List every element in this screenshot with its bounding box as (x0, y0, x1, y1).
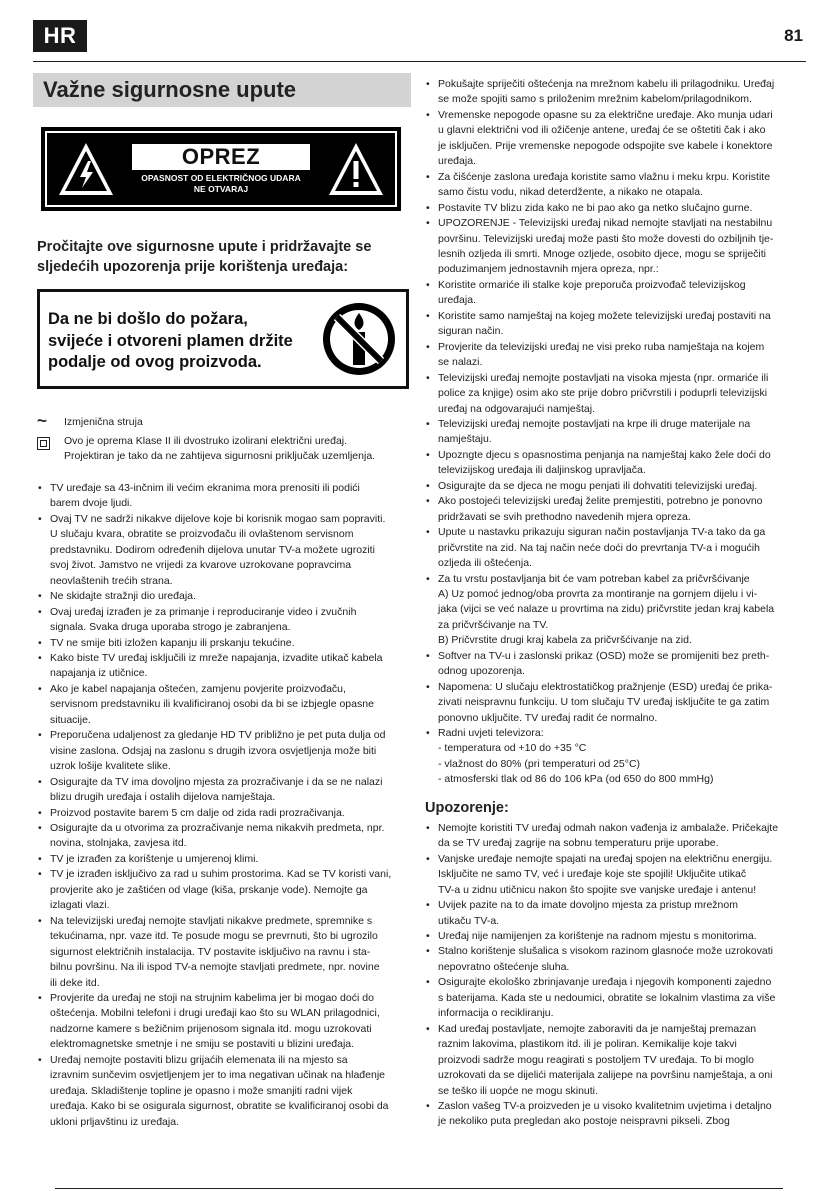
symbol-description (64, 415, 143, 430)
list-item (425, 494, 803, 525)
lead-text-line: Pročitajte ove sigurnosne upute i pridržavajte se (37, 239, 372, 255)
list-item-line: • Provjerite da televizijski uređaj ne visi preko ruba namještaja na kojem (438, 340, 765, 353)
list-item-line: • Uvijek pazite na to da imate dovoljno mjesta za pristup mrežnom (438, 899, 738, 912)
symbol-text-line: Izmjenična struja (64, 416, 143, 428)
lead-text-line: sljedećih upozorenja prije korištenja uređaja: (37, 259, 349, 275)
list-item (425, 309, 803, 340)
symbol-description (64, 434, 375, 464)
list-item-line: police za knjige) osim ako ste prije dobro pričvrstili i poduprli televizijski (438, 387, 768, 400)
list-item-line: • Ne skidajte stražnji dio uređaja. (50, 590, 196, 603)
list-item (425, 1022, 803, 1099)
list-item-line: • Upute u nastavku prikazuju siguran način postavljanja TV-a tako da ga (438, 526, 766, 539)
list-item-line: neovlaštenih trećih strana. (50, 574, 173, 587)
list-item-line: tekućinama, npr. vaze itd. Te posude mogu se prevrnuti, što bi ugrozilo (50, 930, 378, 943)
list-item-line: servisnom predstavniku ili kvalificiranoj osobi da bi se izbjegle opasne (50, 698, 374, 711)
fire-warning-text (48, 309, 318, 374)
class-ii-symbol-cell (37, 434, 64, 464)
caution-text-block (132, 144, 310, 195)
list-item-line: • TV ne smije biti izložen kapanju ili prskanju tekućine. (50, 636, 295, 649)
list-item (425, 278, 803, 309)
list-item (425, 680, 803, 726)
list-item-line: • Napomena: U slučaju elektrostatičkog pražnjenje (ESD) uređaj će prika- (438, 680, 773, 693)
list-item (37, 991, 409, 1053)
symbol-text-line: Ovo je oprema Klase II ili dvostruko izolirani električni uređaj. (64, 435, 348, 447)
list-item (425, 929, 803, 944)
list-item (37, 806, 409, 821)
list-item-line: raznim lakovima, plastikom itd. ili je poliran. Kemikalije koje takvi (438, 1038, 737, 1051)
list-item (37, 589, 409, 604)
caution-label (41, 127, 401, 211)
list-item-line: sigurnost električnih instalacija. TV postavite isključivo na ravnu i sta- (50, 945, 371, 958)
list-item-line: • Provjerite da uređaj ne stoji na strujnim kabelima jer bi mogao doći do (50, 991, 374, 1004)
list-item (425, 216, 803, 278)
list-item-line: - temperatura od +10 do +35 °C (438, 742, 587, 755)
warnings-heading: Upozorenje: (425, 799, 509, 816)
list-item-line: B) Pričvrstite drugi kraj kabela za pričvršćivanje na zid. (438, 634, 692, 647)
list-item (425, 417, 803, 448)
symbol-text-line: Projektiran je tako da ne zahtijeva sigurnosni priključak uzemljenja. (64, 450, 376, 462)
list-item (37, 914, 409, 991)
list-item-line: uređaja. (438, 155, 476, 168)
list-item (425, 852, 803, 898)
no-open-flame-icon (322, 302, 396, 376)
list-item-line: ili deke itd. (50, 976, 100, 989)
list-item-line: proizvodi sadrže mogu reagirati s postoljem TV uređaja. To bi moglo (438, 1053, 754, 1066)
list-item-line: za pričvršćivanje na TV. (438, 618, 549, 631)
list-item-line: • Osigurajte ekološko zbrinjavanje uređaja i njegovih komponenti zajedno (438, 976, 772, 989)
list-item-line: • Ako je kabel napajanja oštećen, zamjenu povjerite proizvođaču, (50, 682, 346, 695)
list-item-line: namještaju. (438, 433, 492, 446)
list-item-line: • Vanjske uređaje nemojte spajati na uređaj spojen na električnu energiju. (438, 852, 773, 865)
list-item-line: poduzimanjem jednostavnih mjera opreza, npr.: (438, 263, 659, 276)
list-item-line: napajanja iz utičnice. (50, 667, 148, 680)
page-title: Važne sigurnosne upute (43, 77, 297, 102)
page-number: 81 (784, 26, 803, 45)
list-item-line: • TV uređaje sa 43-inčnim ili većim ekranima mora prenositi ili podići (50, 482, 360, 494)
list-item-line: • UPOZORENJE - Televizijski uređaj nikad nemojte stavljati na nestabilnu (438, 217, 773, 230)
list-item-line: uzrok lošije kvalitete slike. (50, 760, 171, 773)
list-item-line: odnog upozorenja. (438, 665, 525, 678)
symbol-row-class-ii (37, 434, 411, 464)
list-item-line: • Kad uređaj postavljate, nemojte zaboraviti da je namještaj premazan (438, 1022, 757, 1035)
warnings-list (425, 821, 803, 1130)
list-item-line: • Osigurajte da u otvorima za prozračivanje nema nikakvih predmeta, npr. (50, 821, 385, 834)
list-item-line: • Ovaj uređaj izrađen je za primanje i reproduciranje video i zvučnih (50, 605, 357, 618)
list-item-line: ponovno uključite. TV uređaj radit će normalno. (438, 711, 658, 724)
list-item (425, 898, 803, 929)
fire-warning-line: Da ne bi došlo do požara, (48, 310, 248, 328)
list-item-line: oštećenja. Mobilni telefoni i drugi uređaji kao što su WLAN prilagodnici, (50, 1007, 380, 1020)
list-item-line: bilnu površinu. Na ili ispod TV-a nemojte stavljati predmete, npr. novine (50, 961, 380, 974)
list-item-line: U slučaju kvara, obratite se proizvođaču ili ovlaštenom servisnom (50, 528, 354, 541)
list-item-line: • Televizijski uređaj nemojte postavljati na krpe ili druge materijale na (438, 417, 751, 430)
header-rule (33, 61, 806, 62)
list-item (425, 371, 803, 417)
list-item-line: uzrokovati da se dijelići materijala zalijepe na površinu namještaja, a oni (438, 1069, 773, 1082)
fire-warning-box (37, 289, 409, 389)
list-item-line: • Radni uvjeti televizora: (438, 727, 544, 740)
list-item-line: površinu. Televizijski uređaj može pasti što može dovesti do ozbiljnih tje- (438, 232, 774, 245)
fire-warning-line: svijeće i otvoreni plamen držite (48, 331, 293, 350)
list-item-line: • Osigurajte da TV ima dovoljno mjesta za prozračivanje i da se ne nalazi (50, 775, 383, 788)
list-item-line: • Proizvod postavite barem 5 cm dalje od zida radi prozračivanja. (50, 806, 345, 819)
list-item-line: uređaja. Kako bi se osigurala sigurnost, obratite se kvalificiranoj osobi da (50, 1100, 389, 1113)
caution-heading: OPREZ (132, 144, 310, 170)
alternating-current-icon: ~ (37, 411, 47, 430)
list-item (37, 636, 409, 651)
list-item-line: • Osigurajte da se djeca ne mogu penjati ili dohvatiti televizijski uređaj. (438, 479, 758, 492)
double-insulation-icon (37, 437, 50, 450)
list-item-line: • Preporučena udaljenost za gledanje HD TV približno je pet puta dulja od (50, 729, 386, 742)
left-safety-list (37, 481, 409, 1130)
list-item-line: utikaču TV-a. (438, 914, 500, 927)
list-item (425, 525, 803, 571)
list-item-line: uređaj na odgovarajući namještaj. (438, 402, 596, 415)
lead-text (37, 237, 411, 277)
list-item-line: • Koristite ormariće ili stalke koje preporuča proizvođač televizijskog (438, 278, 746, 291)
list-item-line: • Vremenske nepogode opasne su za električne uređaje. Ako munja udari (438, 108, 773, 121)
list-item-line: se može spojiti samo s priloženim mrežnim kabelom/prilagodnikom. (438, 93, 752, 106)
language-code: HR (43, 23, 77, 48)
list-item-line: uređaja. (438, 294, 476, 307)
list-item-line: izlagati vlazi. (50, 899, 110, 912)
list-item (37, 775, 409, 806)
list-item-line: ukloni prljavštinu iz uređaja. (50, 1115, 179, 1128)
list-item-line: - vlažnost do 80% (pri temperaturi od 25°C) (438, 757, 641, 770)
right-column (425, 77, 803, 1130)
list-item-line: zivati neispravnu funkciju. U tom slučaju TV uređaj isključite te ga zatim (438, 696, 770, 709)
list-item (425, 726, 803, 788)
list-item-line: • Na televizijski uređaj nemojte stavljati nikakve predmete, spremnike s (50, 914, 373, 927)
list-item-line: • Ako postojeći televizijski uređaj želite premjestiti, potrebno je ponovno (438, 495, 763, 508)
list-item-line: elektromagnetske smetnje i ne smiju se postaviti u blizini uređaja. (50, 1038, 355, 1051)
list-item-line: izravnim sunčevim osvjetljenjem jer to ima negativan učinak na hlađenje (50, 1069, 386, 1082)
list-item-line: barem dvoje ljudi. (50, 497, 133, 510)
list-item (37, 1053, 409, 1130)
list-item (37, 651, 409, 682)
list-item (37, 852, 409, 867)
left-column (33, 73, 411, 1130)
list-item-line: • Televizijski uređaj nemojte postavljati na visoka mjesta (npr. ormariće ili (438, 371, 769, 384)
right-safety-list (425, 77, 803, 788)
list-item (425, 944, 803, 975)
caution-frame (45, 131, 397, 207)
list-item-line: • Zaslon vašeg TV-a proizveden je u visoko kvalitetnim uvjetima i detaljno (438, 1100, 772, 1112)
list-item-line: pričvrstite na zid. Na taj način neće doći do prevrtanja TV-a i mogućih (438, 541, 760, 554)
list-item (37, 605, 409, 636)
list-item-line: Isključite ne samo TV, već i uređaje koje ste spojili! Uključite utikač (438, 868, 747, 881)
list-item-line: visine zaslona. Odsjaj na zaslonu s drugih izvora osvjetljenja može biti (50, 744, 377, 757)
list-item-line: • Postavite TV blizu zida kako ne bi pao ako ga netko slučajno gurne. (438, 201, 753, 214)
list-item-line: u glavni električni vod ili ožičenje antene, uređaj će se oštetiti čak i ako (438, 124, 766, 137)
list-item-line: • Kako biste TV uređaj isključili iz mreže napajanja, izvadite utikač kabela (50, 651, 383, 664)
caution-subtitle-line1: OPASNOST OD ELEKTRIČNOG UDARA (141, 172, 301, 183)
list-item (425, 170, 803, 201)
list-item (37, 682, 409, 728)
list-item-line: • Pokušajte spriječiti oštećenja na mrežnom kabelu ili prilagodniku. Uređaj (438, 78, 775, 90)
list-item-line: lesnih ozljeda ili smrti. Mnoge ozljede, osobito djece, mogu se spriječiti (438, 247, 766, 260)
list-item-line: situacije. (50, 713, 91, 726)
list-item-line: televizijskog uređaja ili daljinskog upravljača. (438, 464, 646, 477)
list-item-line: • Za čišćenje zaslona uređaja koristite samo vlažnu i meku krpu. Koristite (438, 170, 771, 183)
list-item (37, 512, 409, 589)
list-item (37, 867, 409, 913)
list-item-line: • Nemojte koristiti TV uređaj odmah nakon vađenja iz ambalaže. Pričekajte (438, 821, 779, 834)
list-item-line: uređaja. Skladištenje topline je opasno i može smanjiti radni vijek (50, 1084, 353, 1097)
language-badge (33, 20, 87, 52)
list-item (425, 821, 803, 852)
section-title (33, 73, 411, 107)
list-item-line: A) Uz pomoć jednog/oba provrta za montiranje na gornjem dijelu i vi- (438, 587, 758, 600)
list-item-line: se nalazi. (438, 356, 483, 369)
list-item-line: • Uređaj nije namijenjen za korištenje na radnom mjestu s monitorima. (438, 930, 757, 943)
footer-rule (55, 1188, 783, 1189)
list-item-line: • TV je izrađen za korištenje u umjerenoj klimi. (50, 852, 259, 865)
list-item-line: samo čistu vodu, nikad deterdžente, a nikako ne otapala. (438, 186, 704, 199)
list-item (425, 108, 803, 170)
list-item (425, 77, 803, 108)
list-item-line: je isključen. Prije vremenske nepogode odspojite sve kabele i konektore (438, 139, 773, 152)
list-item-line: signala. Svaka druga uporaba strogo je zabranjena. (50, 621, 291, 634)
list-item-line: nadzorne kamere s bežičnim prijenosom signala itd. mogu uzrokovati (50, 1022, 372, 1035)
list-item-line: • TV je izrađen isključivo za rad u suhim prostorima. Kad se TV koristi vani, (50, 868, 392, 881)
list-item-line: da se TV uređaj zagrije na sobnu temperaturu prije uporabe. (438, 837, 719, 850)
list-item-line: pridržavati se svih prethodno navedenih mjera opreza. (438, 510, 691, 523)
list-item (425, 340, 803, 371)
list-item (425, 649, 803, 680)
list-item-line: se teško ili uopće ne mogu skinuti. (438, 1084, 598, 1097)
list-item-line: - atmosferski tlak od 86 do 106 kPa (od 650 do 800 mmHg) (438, 773, 714, 786)
list-item-line: • Ovaj TV ne sadrži nikakve dijelove koje bi korisnik mogao sam popraviti. (50, 512, 386, 525)
list-item (425, 1099, 803, 1130)
exclamation-warning-icon (327, 141, 385, 197)
list-item-line: • Uređaj nemojte postaviti blizu grijaćih elemenata ili na mjesto sa (50, 1053, 348, 1066)
list-item-line: • Stalno korištenje slušalica s visokom razinom glasnoće može uzrokovati (438, 945, 773, 958)
list-item-line: • Za tu vrstu postavljanja bit će vam potreban kabel za pričvršćivanje (438, 572, 750, 585)
list-item-line: • Koristite samo namještaj na kojeg možete televizijski uređaj postaviti na (438, 309, 771, 322)
list-item-line: TV-a u zidnu utičnicu nakon što spojite sve vanjske uređaje i antenu! (438, 883, 757, 896)
symbol-row-ac (37, 411, 411, 430)
list-item-line: je nekoliko puta pregledan ako postoje neispravni pikseli. Zbog (438, 1115, 730, 1128)
list-item-line: s baterijama. Kada ste u nedoumici, obratite se lokalnim vlastima za više (438, 991, 776, 1004)
list-item-line: jaka (vijci se već nalaze u provrtima na zidu) pričvrstite jedan kraj kabela (438, 603, 775, 616)
lightning-warning-icon (57, 141, 115, 197)
fire-warning-line: podalje od ovog proizvoda. (48, 353, 262, 371)
list-item-line: informacija o recikliranju. (438, 1007, 554, 1020)
list-item-line: blizu drugih uređaja i ostalih dijelova namještaja. (50, 791, 276, 804)
list-item (425, 201, 803, 216)
caution-subtitle-line2: NE OTVARAJ (193, 183, 249, 194)
list-item (37, 728, 409, 774)
list-item-line: predstavniku. Dodirom određenih dijelova unutar TV-a možete ugroziti (50, 543, 375, 556)
list-item (425, 479, 803, 494)
list-item-line: • Upozngte djecu s opasnostima penjanja na namještaj kako žele doći do (438, 448, 771, 461)
list-item (425, 975, 803, 1021)
list-item-line: siguran način. (438, 325, 504, 338)
list-item (425, 572, 803, 649)
list-item (37, 481, 409, 512)
list-item (425, 448, 803, 479)
list-item-line: • Softver na TV-u i zaslonski prikaz (OSD) može se promijeniti bez preth- (438, 649, 770, 662)
list-item-line: provjerite ako je zaštićen od vlage (kiša, prskanje vode). Nemojte ga (50, 883, 368, 896)
list-item-line: novina, stolnjaka, zavjesa itd. (50, 837, 187, 850)
list-item-line: svoj život. Jamstvo ne vrijedi za kvarove uzrokovane popravcima (50, 559, 352, 572)
list-item (37, 821, 409, 852)
list-item-line: ozljeda ili oštećenja. (438, 557, 532, 570)
list-item-line: nepovratno oštećenje sluha. (438, 960, 570, 973)
